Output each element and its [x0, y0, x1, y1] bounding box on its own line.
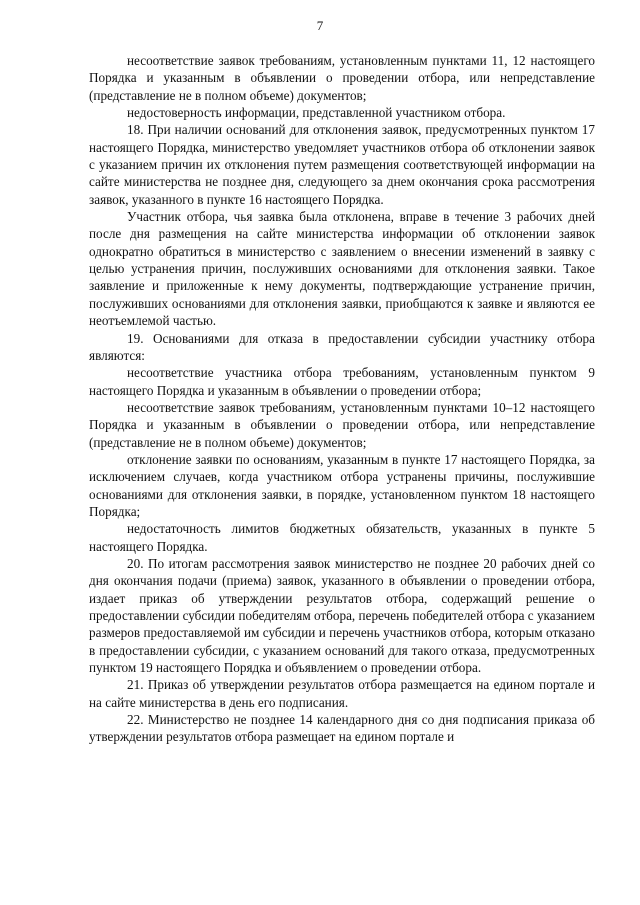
paragraph: недостаточность лимитов бюджетных обязательств, указанных в пункте 5 настоящего Порядка.	[89, 521, 595, 554]
document-body	[89, 52, 595, 746]
paragraph: несоответствие заявок требованиям, установленным пунктами 10–12 настоящего Порядка и указанным в объявлении о проведении отбора, или непредставление (представление не в полном объеме) документов;	[89, 399, 595, 450]
paragraph: несоответствие участника отбора требованиям, установленным пунктом 9 настоящего Порядка и указанным в объявлении о проведении отбора;	[89, 365, 595, 398]
paragraph: отклонение заявки по основаниям, указанным в пункте 17 настоящего Порядка, за исключением случаев, когда участником отбора устранены причины, послужившие основаниями для отклонения заявки, в порядке, установленном пунктом 18 настоящего Порядка;	[89, 451, 595, 519]
paragraph: недостоверность информации, представленной участником отбора.	[127, 105, 506, 121]
paragraph: 21. Приказ об утверждении результатов отбора размещается на едином портале и на сайте министерства в день его подписания.	[89, 677, 595, 710]
paragraph: 20. По итогам рассмотрения заявок министерство не позднее 20 рабочих дней со дня окончания подачи (приема) заявок, указанного в объявлении о проведении отбора, издает приказ об утверждении результатов отбора, содержащий решение о предоставлении субсидии победителям отбора, перечень победителей отбора с указанием размеров предоставляемой им субсидии и перечень участников отбора, которым отказано в предоставлении субсидии, с указанием оснований для такого отказа, предусмотренных пунктом 19 настоящего Порядка и объявлением о проведении отбора.	[89, 555, 595, 676]
paragraph: 22. Министерство не позднее 14 календарного дня со дня подписания приказа об утверждении результатов отбора размещает на едином портале и	[89, 712, 595, 745]
paragraph: 19. Основаниями для отказа в предоставлении субсидии участнику отбора являются:	[89, 330, 595, 363]
paragraph: несоответствие заявок требованиям, установленным пунктами 11, 12 настоящего Порядка и указанным в объявлении о проведении отбора, или непредставление (представление не в полном объеме) документов;	[89, 53, 595, 103]
page-number: 7	[316, 18, 324, 33]
paragraph: 18. При наличии оснований для отклонения заявок, предусмотренных пунктом 17 настоящего Порядка, министерство уведомляет участников отбора об отклонении заявок с указанием причин их отклонения путем размещения соответствующей информации на сайте министерства не позднее дня, следующего за днем окончания срока рассмотрения заявок, указанного в пункте 16 настоящего Порядка.	[89, 122, 595, 207]
paragraph: Участник отбора, чья заявка была отклонена, вправе в течение 3 рабочих дней после дня размещения на сайте министерства информации об отклонении заявок однократно обратиться в министерство с заявлением о внесении изменений в заявку с целью устранения причин, послуживших основаниями для отклонения заявки. Такое заявление и приложенные к нему документы, подтверждающие устранение причин, послуживших основаниями для отклонения заявки, приобщаются к заявке и являются ее неотъемлемой частью.	[89, 209, 595, 329]
